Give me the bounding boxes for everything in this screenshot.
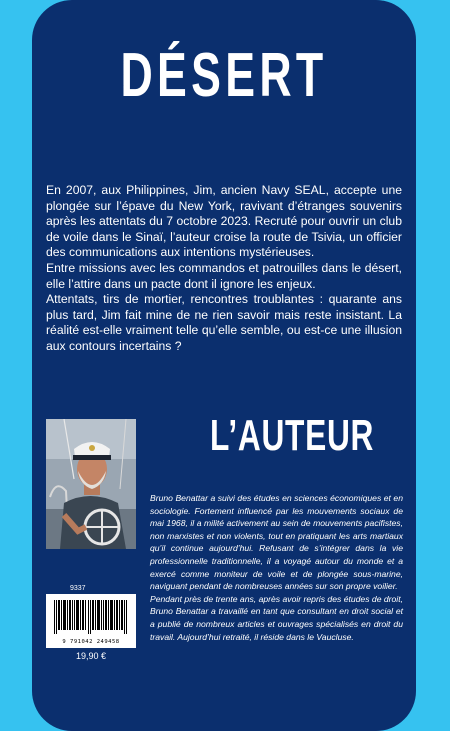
author-heading: L’AUTEUR: [210, 411, 375, 460]
bio-paragraph: Pendant près de trente ans, après avoir repris des études de droit, Bruno Benattar a travaillé en tant que consultant en droit social et a publié de nombreux articles et ouvrages spécialisés en droit du travail. Aujourd’hui retraité, il réside dans le Vaucluse.: [150, 593, 403, 642]
synopsis: [46, 183, 402, 355]
barcode-block: [46, 585, 136, 661]
synopsis-paragraph: Attentats, tirs de mortier, rencontres troublantes : quarante ans plus tard, Jim fait mine de ne rien savoir mais reste insistant. La réalité est-elle vraiment telle qu’elle semble, ou est-ce une illusion aux contours incertains ?: [46, 292, 402, 353]
synopsis-paragraph: En 2007, aux Philippines, Jim, ancien Navy SEAL, accepte une plongée sur l’épave du New York, ravivant d’étranges souvenirs après les attentats du 7 octobre 2023. Recruté pour ouvrir un club de voile dans le Sinaï, l’auteur croise la route de Tsivia, un officier des communications aux intentions mystérieuses.: [46, 183, 402, 260]
barcode-digits: 9 791042 249458: [62, 639, 120, 645]
author-bio: [150, 492, 403, 643]
synopsis-paragraph: Entre missions avec les commandos et patrouilles dans le désert, elle l’attire dans un pacte dont il ignore les enjeux.: [46, 260, 402, 291]
book-title: DÉSERT: [120, 41, 328, 110]
barcode-code: 9337: [70, 585, 86, 592]
price: 19,90 €: [75, 651, 107, 661]
author-photo: [46, 419, 136, 549]
bio-paragraph: Bruno Benattar a suivi des études en sciences économiques et en sociologie. Fortement influencé par les mouvements sociaux de mai 1968, il a milité activement au sein de mouvements pacifistes, non marxistes et non violents, tout en pratiquant les arts martiaux qu’il continue aujourd’hui. Refusant de s’intégrer dans la vie professionnelle traditionnelle, il a voyagé autour du monde et a exercé comme moniteur de voile et de plongée sous-marine, naviguant pendant de nombreuses années sur son propre voilier.: [150, 493, 403, 592]
barcode-bars-icon: [54, 600, 128, 634]
author-photo-illustration: [46, 419, 136, 549]
book-back-cover: [32, 0, 416, 731]
barcode: [46, 594, 136, 648]
